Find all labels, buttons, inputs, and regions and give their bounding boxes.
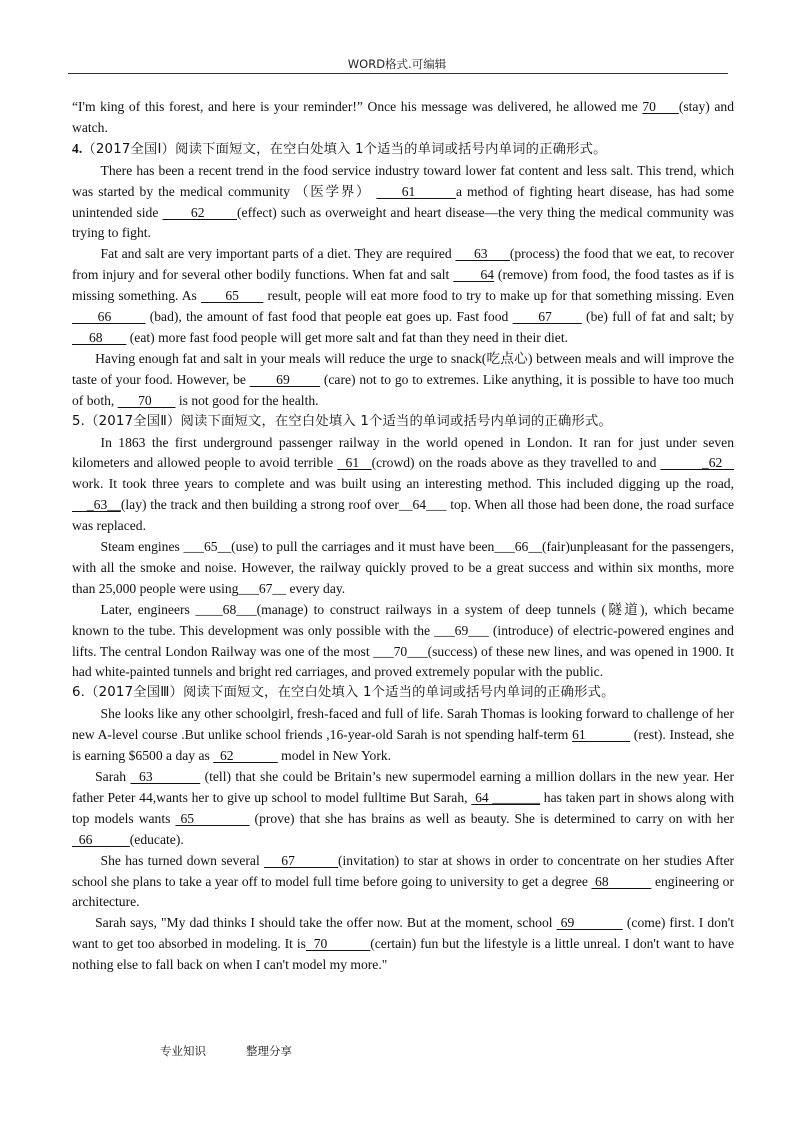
blank-65: 65 — [175, 810, 250, 826]
blank-63: _63__ — [72, 497, 121, 513]
text-run: (invitation) to star at shows in order to concentrate on her studies After school she plans to take a year off to model full time before going to university to get a degree — [72, 852, 734, 889]
text-run: (introduce) of electric-powered engines and lifts. The central London Railway was one of the most — [72, 622, 734, 659]
text-run: “I'm king of this forest, and here is your reminder!” Once his message was delivered, he allowed me — [72, 99, 643, 114]
text-run: top. When all those had been done, the road surface was replaced. — [72, 497, 735, 534]
header-divider — [68, 73, 728, 74]
text-run: (lay) the track and then building a strong roof over — [120, 497, 399, 513]
text-run: (be) full of fat and salt; by — [581, 309, 735, 325]
text-run: She looks like any other schoolgirl, fresh-faced and full of life. Sarah Thomas is looking forward to challenge of her new A-level course .But unlike school friends ,16-year-old Sarah is not spending half-term — [72, 706, 734, 743]
s6-paragraph-4 — [72, 913, 734, 976]
text-run: (tell) that she could be Britain’s new supermodel earning a million dollars in the new year. Her father Peter 44,wants her to give up school to model fulltime But Sarah, — [72, 769, 734, 805]
text-run: Steam engines — [100, 539, 184, 555]
text-run: (come) first. I don't want to get too absorbed in modeling. It is — [72, 915, 734, 952]
blank-64: 64 — [453, 267, 495, 283]
text-run: (educate). — [129, 831, 184, 847]
section-6-heading: 6.（2017全国Ⅲ）阅读下面短文，在空白处填入 1个适当的单词或括号内单词的正确形式。 — [72, 685, 615, 701]
text-run: engineering or architecture. — [72, 873, 734, 910]
section-5-heading: 5.（2017全国Ⅱ）阅读下面短文，在空白处填入 1个适当的单词或括号内单词的正确形式。 — [72, 413, 612, 429]
blank-63: 63 — [130, 769, 201, 784]
s5-paragraph-1 — [72, 433, 734, 538]
page-footer — [160, 1043, 332, 1059]
footer-left: 专业知识 — [160, 1044, 206, 1058]
blank-62: _62 — [660, 455, 735, 471]
text-run: (success) of these new lines, and was opened in 1900. It had white-painted tunnels and bright red carriages, and proved extremely popular with the public. — [72, 643, 734, 680]
text-run: (crowd) on the roads above as they travelled to and — [371, 455, 661, 471]
section-4-heading — [72, 139, 734, 161]
blank-64: __64___ — [398, 497, 447, 513]
blank-63: 63 — [455, 246, 510, 262]
text-run: (care) not to go to extremes. Like anything, it is possible to have too much of both, — [72, 371, 734, 408]
blank-65: 65 — [200, 288, 264, 304]
s6-paragraph-2 — [72, 767, 734, 851]
s4-paragraph-1 — [72, 161, 734, 245]
text-run: (eat) more fast food people will get more salt and fat than they need in their diet. — [126, 329, 569, 345]
blank-66: ___66__ — [494, 539, 542, 555]
blank-66: 66 — [72, 309, 146, 325]
blank-69: 69 — [556, 915, 623, 931]
blank-70: 70 — [117, 392, 176, 408]
text-run: model in New York. — [277, 748, 392, 764]
text-run: Sarah — [95, 769, 131, 784]
document-body — [72, 97, 734, 976]
text-run: every day. — [286, 580, 346, 596]
text-run: is not good for the health. — [175, 392, 319, 408]
s6-paragraph-3 — [72, 851, 734, 914]
blank-70: 70 — [305, 936, 371, 952]
text-run: (bad), the amount of fast food that people eat goes up. Fast food — [145, 309, 513, 325]
text-run: She has turned down several — [100, 852, 265, 868]
text-run: There has been a recent trend in the food service industry toward lower fat content and less salt. This trend, which was started by the medical community （医学界） — [72, 162, 734, 199]
text-run: (prove) that she has brains as well as beauty. She is determined to carry on with her — [249, 810, 735, 826]
text-run: (effect) such as overweight and heart disease—the very thing the medical community was trying to fight. — [72, 204, 734, 241]
text-run: work. It took three years to complete and was built using an interesting method. This included digging up the road, — [72, 476, 734, 492]
blank-67: ___67__ — [238, 580, 287, 596]
blank-68: 68 — [591, 873, 652, 889]
blank-61: 61 — [337, 455, 372, 471]
text-run: (rest). Instead, she is earning $6500 a day as — [72, 727, 734, 764]
text-run: (process) the food that we eat, to recover from injury and for several other bodily functions. When fat and salt — [72, 246, 734, 283]
text-run: result, people will eat more food to try to make up for that something missing. Even — [263, 288, 735, 304]
blank-68: 68 — [72, 329, 127, 345]
page-header: WORD格式.可编辑 — [347, 57, 447, 71]
text-run: Having enough fat and salt in your meals will reduce the urge to snack(吃点心) between meals and will improve the taste of your food. However, be — [72, 350, 734, 387]
blank-65: ___65__ — [183, 539, 232, 555]
blank-69: 69 — [249, 371, 321, 387]
blank-62: 62 — [213, 748, 278, 764]
footer-right: 整理分享 — [246, 1044, 292, 1058]
text-run: (certain) fun but the lifestyle is a little unreal. I don't want to have nothing else to fall back on when I can't model my more." — [72, 936, 734, 973]
blank-61: 61 — [376, 183, 456, 199]
blank-62: 62 — [162, 204, 238, 220]
blank-70: ___70___ — [373, 643, 428, 659]
text-run: (stay) and watch. — [72, 99, 734, 135]
blank-64: 64 _______ — [471, 789, 541, 805]
text-run: (use) to pull the carriages and it must have been — [231, 539, 495, 555]
text-run: (remove) from food, the food tastes as if is missing something. As — [72, 267, 735, 304]
passage-tail — [72, 97, 734, 139]
s4-paragraph-3 — [72, 349, 734, 412]
text-run: (manage) to construct railways in a system of deep tunnels (隧道), which became known to the tube. This development was only possible with the — [72, 601, 734, 638]
s4-paragraph-2 — [72, 244, 734, 349]
blank-67: 67 — [512, 309, 582, 325]
text-run: has taken part in shows along with top models wants — [72, 789, 735, 826]
s5-paragraph-3 — [72, 600, 734, 684]
s5-paragraph-2 — [72, 537, 734, 600]
text-run: In 1863 the first underground passenger railway in the world opened in London. It ran for just under seven kilometers and allowed people to avoid terrible — [72, 434, 734, 471]
text-run: Later, engineers — [100, 601, 196, 617]
blank-67: 67 — [264, 852, 338, 868]
text-run: Fat and salt are very important parts of a diet. They are required — [100, 246, 456, 262]
blank-66: 66 — [72, 831, 130, 847]
text-run: 4. — [72, 140, 83, 156]
blank-68: ____68___ — [195, 601, 257, 617]
s6-paragraph-1 — [72, 704, 734, 767]
blank-61: 61 — [572, 727, 631, 743]
blank-69: ___69___ — [434, 622, 489, 638]
text-run: Sarah says, "My dad thinks I should take the offer now. But at the moment, school — [95, 915, 557, 931]
blank-70: 70 — [642, 99, 679, 114]
text-run: (fair)unpleasant for the passengers, with all the smoke and noise. However, the railway quickly proved to be a great success and within six months, more than 25,000 people were using — [72, 539, 734, 596]
text-run: a method of fighting heart disease, has had some unintended side — [72, 183, 734, 220]
text-run: （2017全国Ⅰ）阅读下面短文，在空白处填入 1个适当的单词或括号内单词的正确形式。 — [82, 141, 607, 157]
